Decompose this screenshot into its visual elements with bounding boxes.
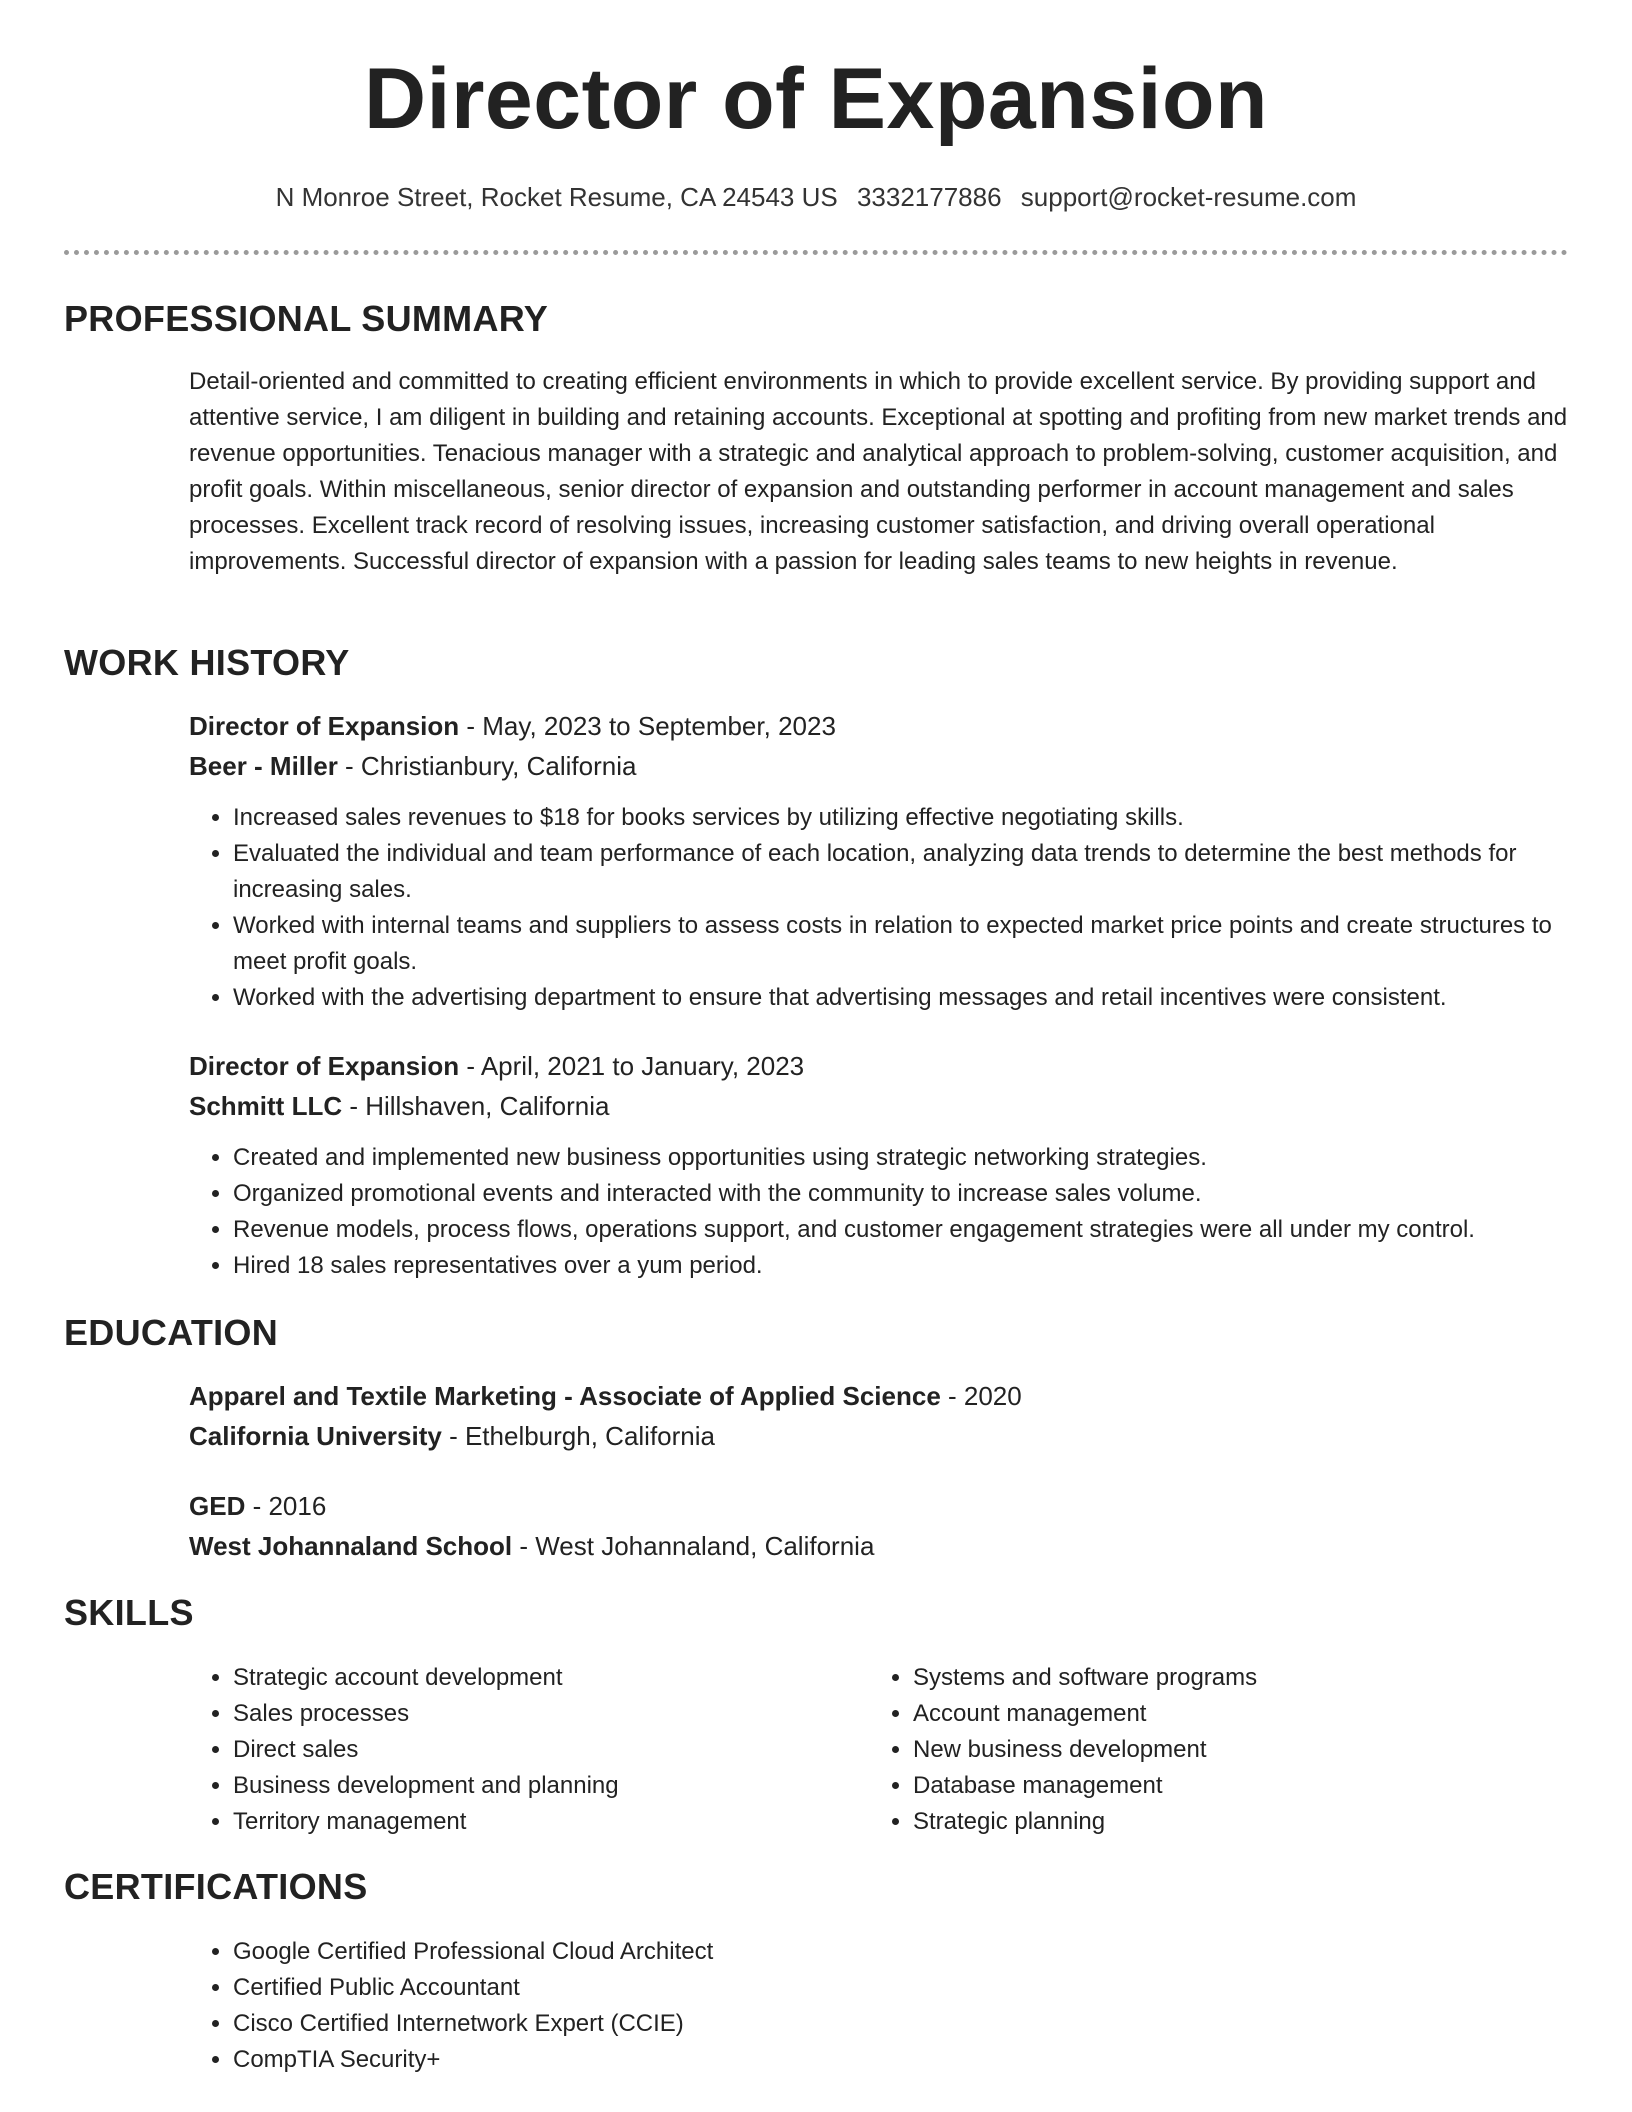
education-school-line (189, 1526, 1569, 1566)
skills-list (189, 1660, 1569, 1840)
work-location: - Hillshaven, California (342, 1091, 610, 1121)
education-location: - Ethelburgh, California (441, 1421, 715, 1451)
education-location: - West Johannaland, California (512, 1531, 875, 1561)
contact-email: support@rocket-resume.com (1020, 182, 1357, 212)
education-entry (189, 1376, 1569, 1456)
list-item: • Increased sales revenues to $18 for books services by utilizing effective negotiating skills. (233, 800, 1569, 836)
list-item: • Cisco Certified Internetwork Expert (CCIE) (233, 2006, 1569, 2042)
education-year: - 2020 (940, 1381, 1022, 1411)
certifications-list (189, 1934, 1569, 2078)
list-item: • Strategic planning (913, 1804, 1549, 1840)
list-item: • Territory management (233, 1804, 869, 1840)
page-title: Director of Expansion (363, 51, 1269, 147)
work-role-line (189, 1046, 1569, 1086)
list-item: • Worked with the advertising department to ensure that advertising messages and retail incentives were consistent. (233, 980, 1569, 1016)
work-role: Director of Expansion (189, 711, 460, 741)
list-item: • Database management (913, 1768, 1549, 1804)
list-item: • Organized promotional events and interacted with the community to increase sales volume. (233, 1176, 1569, 1212)
contact-phone: 3332177886 (856, 182, 1002, 212)
summary-heading: PROFESSIONAL SUMMARY (64, 298, 549, 339)
skills-bullets-right (869, 1660, 1549, 1840)
skills-column-left (189, 1660, 869, 1840)
education-school: California University (189, 1421, 442, 1451)
list-item: • Certified Public Accountant (233, 1970, 1569, 2006)
work-company-line (189, 746, 1569, 786)
list-item: • Worked with internal teams and suppliers to assess costs in relation to expected market price points and create structures to meet profit goals. (233, 908, 1569, 980)
list-item: • Sales processes (233, 1696, 869, 1732)
contact-address: N Monroe Street, Rocket Resume, CA 24543 US (275, 182, 838, 212)
skills-bullets-left (189, 1660, 869, 1840)
list-item: • CompTIA Security+ (233, 2042, 1569, 2078)
list-item: • Systems and software programs (913, 1660, 1549, 1696)
education-school-line (189, 1416, 1569, 1456)
skills-column-right (869, 1660, 1549, 1840)
education-year: - 2016 (245, 1491, 327, 1521)
work-dates: - May, 2023 to September, 2023 (459, 711, 836, 741)
education-heading: EDUCATION (64, 1312, 279, 1353)
list-item: • Created and implemented new business opportunities using strategic networking strategies. (233, 1140, 1569, 1176)
work-dates: - April, 2021 to January, 2023 (459, 1051, 805, 1081)
summary-text: Detail-oriented and committed to creating efficient environments in which to provide excellent service. By providing support and attentive service, I am diligent in building and retaining accounts. Exceptional at spotting and profiting from new market trends and revenue opportunities. Tenacious manager with a strategic and analytical approach to problem-solving, customer acquisition, and profit goals. Within miscellaneous, senior director of expansion and outstanding performer in account management and sales processes. Excellent track record of resolving issues, increasing customer satisfaction, and driving overall operational improvements. Successful director of expansion with a passion for leading sales teams to new heights in revenue. (189, 368, 1568, 575)
education-degree-line (189, 1376, 1569, 1416)
list-item: • Evaluated the individual and team performance of each location, analyzing data trends to determine the best methods for increasing sales. (233, 836, 1569, 908)
header-divider (64, 250, 1568, 255)
work-company: Beer - Miller (189, 751, 338, 781)
list-item: • Strategic account development (233, 1660, 869, 1696)
certifications-heading: CERTIFICATIONS (64, 1866, 368, 1907)
list-item: • Revenue models, process flows, operations support, and customer engagement strategies were all under my control. (233, 1212, 1569, 1248)
list-item: • New business development (913, 1732, 1549, 1768)
list-item: • Business development and planning (233, 1768, 869, 1804)
list-item: • Direct sales (233, 1732, 869, 1768)
education-degree: Apparel and Textile Marketing - Associate of Applied Science (189, 1381, 941, 1411)
list-item: • Google Certified Professional Cloud Architect (233, 1934, 1569, 1970)
work-bullets (189, 1140, 1569, 1284)
work-location: - Christianbury, California (337, 751, 637, 781)
education-degree-line (189, 1486, 1569, 1526)
education-entry (189, 1486, 1569, 1566)
work-company-line (189, 1086, 1569, 1126)
work-role-line (189, 706, 1569, 746)
work-role: Director of Expansion (189, 1051, 460, 1081)
work-bullets (189, 800, 1569, 1016)
education-school: West Johannaland School (189, 1531, 513, 1561)
list-item: • Hired 18 sales representatives over a yum period. (233, 1248, 1569, 1284)
work-history-heading: WORK HISTORY (64, 642, 350, 683)
work-company: Schmitt LLC (189, 1091, 343, 1121)
certifications-bullets (189, 1934, 1569, 2078)
education-degree: GED (189, 1491, 246, 1521)
contact-line (0, 182, 1632, 213)
work-entry (189, 1046, 1569, 1284)
list-item: • Account management (913, 1696, 1549, 1732)
skills-heading: SKILLS (64, 1592, 194, 1633)
work-entry (189, 706, 1569, 1016)
